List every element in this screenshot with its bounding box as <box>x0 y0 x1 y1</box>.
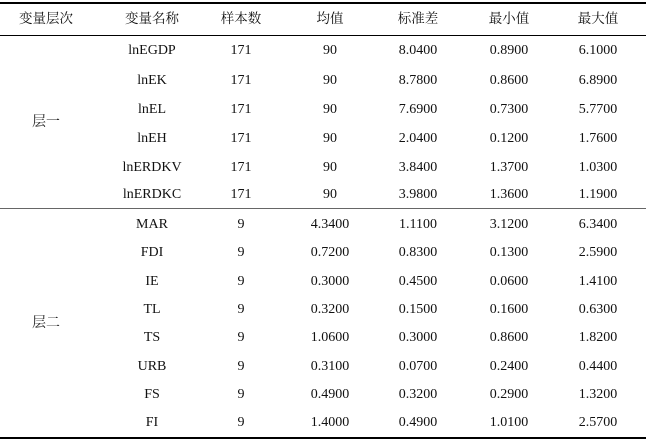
table-row <box>0 323 646 352</box>
table-cell: 0.8900 <box>489 43 529 58</box>
table-cell: 0.2900 <box>489 387 529 402</box>
table-cell: 0.4900 <box>398 415 438 430</box>
table-cell: 0.3200 <box>310 302 350 317</box>
table-cell: 0.1500 <box>398 302 438 317</box>
table-cell: 1.8200 <box>578 330 618 345</box>
table-cell: 171 <box>230 131 252 146</box>
table-cell: lnERDKC <box>122 187 182 202</box>
table-cell: 9 <box>237 245 245 260</box>
table-row <box>0 380 646 409</box>
header-sample-size: 样本数 <box>220 11 262 27</box>
table-cell: 1.0600 <box>310 330 350 345</box>
table-cell: 1.1900 <box>578 187 618 202</box>
table-cell: 3.9800 <box>398 187 438 202</box>
table-cell: FDI <box>140 245 164 260</box>
table-cell: FS <box>144 387 160 402</box>
table-cell: 9 <box>237 330 245 345</box>
table-cell: 8.0400 <box>398 43 438 58</box>
table-cell: 4.3400 <box>310 217 350 232</box>
header-level: 变量层次 <box>19 11 73 27</box>
table-cell: TS <box>143 330 161 345</box>
table-cell: 6.1000 <box>578 43 618 58</box>
table-cell: 0.4900 <box>310 387 350 402</box>
table-cell: 5.7700 <box>578 102 618 117</box>
header-min: 最小值 <box>488 11 530 27</box>
table-cell: 9 <box>237 359 245 374</box>
table-row <box>0 36 646 65</box>
table-cell: 1.1100 <box>399 217 437 232</box>
header-mean: 均值 <box>316 11 344 27</box>
table-cell: 1.3700 <box>489 160 529 175</box>
table-cell: IE <box>145 274 159 289</box>
table-header-row <box>0 3 646 35</box>
group-label: 层一 <box>32 114 60 130</box>
table-cell: 0.8600 <box>489 73 529 88</box>
table-cell: 90 <box>323 102 337 117</box>
table-cell: 171 <box>230 187 252 202</box>
table-cell: 0.2400 <box>489 359 529 374</box>
table-cell: 7.6900 <box>398 102 438 117</box>
table-cell: 0.1200 <box>489 131 529 146</box>
table-row <box>0 352 646 381</box>
table-cell: 90 <box>323 131 337 146</box>
table-cell: lnEL <box>138 102 166 117</box>
table-row <box>0 267 646 296</box>
table-cell: 2.5700 <box>578 415 618 430</box>
table-cell: 3.1200 <box>489 217 529 232</box>
table-cell: 0.0700 <box>398 359 438 374</box>
table-cell: 0.3000 <box>398 330 438 345</box>
table-cell: 1.3600 <box>489 187 529 202</box>
table-bottom-rule <box>0 437 646 439</box>
table-cell: 0.4500 <box>398 274 438 289</box>
table-cell: 0.8600 <box>489 330 529 345</box>
table-cell: lnERDKV <box>122 160 182 175</box>
group-label: 层二 <box>32 315 60 331</box>
table-cell: 90 <box>323 73 337 88</box>
table-cell: 1.3200 <box>578 387 618 402</box>
table-row <box>0 66 646 95</box>
group-separator-rule <box>0 208 646 209</box>
table-row <box>0 408 646 437</box>
table-cell: 0.3000 <box>310 274 350 289</box>
table-row <box>0 124 646 153</box>
table-cell: 9 <box>237 302 245 317</box>
table-cell: lnEK <box>137 73 167 88</box>
table-cell: 90 <box>323 187 337 202</box>
table-cell: 6.3400 <box>578 217 618 232</box>
table-cell: 171 <box>230 73 252 88</box>
table-row <box>0 180 646 209</box>
table-cell: 8.7800 <box>398 73 438 88</box>
table-cell: 9 <box>237 387 245 402</box>
table-cell: 9 <box>237 274 245 289</box>
table-cell: 0.7200 <box>310 245 350 260</box>
table-cell: 1.0100 <box>489 415 529 430</box>
table-cell: 0.7300 <box>489 102 529 117</box>
table-cell: TL <box>143 302 161 317</box>
table-cell: 0.6300 <box>578 302 618 317</box>
table-cell: 90 <box>323 160 337 175</box>
table-row <box>0 210 646 239</box>
table-cell: 1.0300 <box>578 160 618 175</box>
table-cell: 2.0400 <box>398 131 438 146</box>
table-cell: 9 <box>237 217 245 232</box>
table-cell: 0.3200 <box>398 387 438 402</box>
table-cell: URB <box>137 359 167 374</box>
table-cell: 90 <box>323 43 337 58</box>
table-cell: 0.4400 <box>578 359 618 374</box>
table-cell: 6.8900 <box>578 73 618 88</box>
table-cell: 0.0600 <box>489 274 529 289</box>
table-row <box>0 95 646 124</box>
table-cell: 1.7600 <box>578 131 618 146</box>
table-cell: lnEGDP <box>128 43 176 58</box>
table-cell: 2.5900 <box>578 245 618 260</box>
table-cell: FI <box>145 415 159 430</box>
table-row <box>0 153 646 182</box>
table-cell: 0.3100 <box>310 359 350 374</box>
header-std-dev: 标准差 <box>397 11 439 27</box>
header-variable: 变量名称 <box>125 11 179 27</box>
table-cell: 1.4000 <box>310 415 350 430</box>
table-row <box>0 238 646 267</box>
table-cell: 1.4100 <box>578 274 618 289</box>
table-row <box>0 295 646 324</box>
table-cell: lnEH <box>137 131 167 146</box>
table-cell: 0.8300 <box>398 245 438 260</box>
table-cell: MAR <box>136 217 168 232</box>
table-cell: 0.1600 <box>489 302 529 317</box>
table-cell: 9 <box>237 415 245 430</box>
header-max: 最大值 <box>577 11 619 27</box>
table-cell: 171 <box>230 43 252 58</box>
table-cell: 0.1300 <box>489 245 529 260</box>
table-cell: 171 <box>230 160 252 175</box>
table-cell: 3.8400 <box>398 160 438 175</box>
table-cell: 171 <box>230 102 252 117</box>
